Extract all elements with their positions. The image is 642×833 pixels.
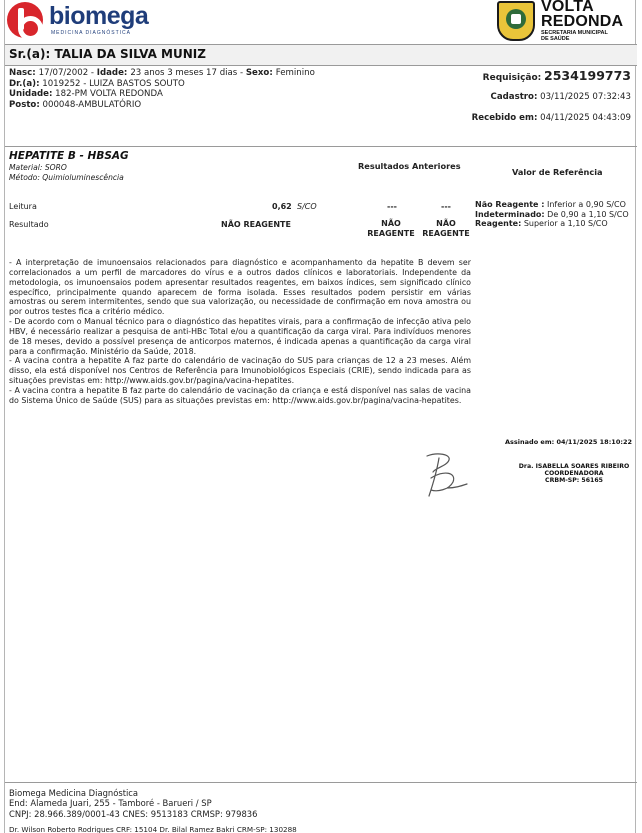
volta-redonda-logo — [497, 0, 635, 44]
idade-label: Idade — [96, 68, 124, 78]
unidade-line — [9, 89, 315, 100]
patient-divider — [5, 65, 637, 66]
leitura-value: 0,62 — [272, 202, 292, 211]
signatory — [510, 463, 638, 484]
exam-meta — [9, 163, 124, 182]
sexo-label: Sexo — [245, 68, 270, 78]
signatory-name: Dra. ISABELLA SOARES RIBEIRO — [518, 463, 630, 470]
footer — [9, 788, 257, 819]
ref-reagente-label: Reagente: — [475, 219, 522, 229]
note-paragraph: - A vacina contra a hepatite B faz parte do calendário de vacinação da criança e está disponível nas salas de vacina do Sistema Único de Saúde (SUS) para as situações previstas em: http://www.aids.gov.br/pagina/vacina-hepatites. — [9, 385, 471, 405]
volta-redonda-line1: VOLTA — [541, 0, 594, 15]
ref-nao-reagente-value: Inferior a 0,90 S/CO — [547, 200, 626, 209]
idade-value: 23 anos 3 meses 17 dias — [130, 68, 238, 78]
volta-redonda-title — [541, 0, 623, 29]
biomega-logo-subtitle: MEDICINA DIAGNÓSTICA — [51, 30, 132, 36]
recebido-line — [472, 113, 631, 123]
nasc-label: Nasc — [9, 68, 33, 78]
recebido-value: 04/11/2025 04:43:09 — [540, 113, 631, 123]
signatory-crbm: CRBM-SP: 56165 — [545, 477, 603, 484]
leitura-previous-1: --- — [387, 202, 397, 211]
note-paragraph: - De acordo com o Manual técnico para o diagnóstico das hepatites virais, para a confirmação de infecção ativa pelo HBV, é necessário realizar a pesquisa de anti-HBc Total e/ou a quantificação da carga viral. Para indivíduos menores de 18 meses, devido a possível presença de anticorpos maternos, é indicada apenas a quantificação da carga viral para a confirmação. Ministério da Saúde, 2018. — [9, 317, 471, 356]
nasc-value: 17/07/2002 — [38, 68, 89, 78]
footer-ids: CNPJ: 28.966.389/0001-43 CNES: 9513183 CRMSP: 979836 — [9, 808, 258, 819]
ref-indeterminado-label: Indeterminado: — [475, 209, 545, 219]
signatory-role: COORDENADORA — [544, 470, 604, 477]
signed-at: Assinado em: 04/11/2025 18:10:22 — [505, 438, 632, 446]
cadastro-line — [491, 92, 631, 102]
secretaria-line1: SECRETARIA MUNICIPAL — [541, 30, 608, 36]
footer-divider — [5, 782, 637, 783]
secretaria-subtitle — [541, 30, 608, 42]
note-paragraph: - A interpretação de imunoensaios relacionados para diagnóstico e acompanhamento da hepatite B devem ser correlacionados a um perfil de marcadores do vírus e a outros dados clínicos e laboratoriais. Independente da metodologia, os imunoensaios podem apresentar resultados reagentes, em baixos índices, sem significado clínico específico, principalmente quando aparecem de forma isolada. Esses resultados podem persistir em várias amostras ou serem intermitentes, sendo que sua valorização, ou necessidade de confirmação em nova amostra ou por outros testes fica a critério médico. — [9, 258, 471, 317]
doctor-value: 1019252 - LUIZA BASTOS SOUTO — [42, 78, 185, 89]
patient-name: Sr.(a): TALIA DA SILVA MUNIZ — [9, 47, 206, 61]
requisition-line — [483, 68, 631, 83]
unidade-value: 182-PM VOLTA REDONDA — [55, 89, 163, 99]
note-paragraph: - A vacina contra a hepatite A faz parte do calendário de vacinação do SUS para crianças de 12 a 23 meses. Além disso, ela está disponível nos Centros de Referência para Imunobiológicos Especiais (CRIE), sendo indicada para as situações previstas em: http://www.aids.gov.br/pagina/vacina-hepatites. — [9, 356, 471, 386]
material-value: SORO — [44, 163, 67, 172]
report-header — [5, 0, 637, 44]
reference-header: Valor de Referência — [512, 167, 603, 177]
material-label: Material: — [9, 163, 43, 172]
handwritten-signature-icon — [417, 448, 471, 500]
recebido-label: Recebido em: — [471, 113, 538, 123]
resultado-previous-2: NÃO REAGENTE — [422, 219, 470, 238]
unidade-label: Unidade: — [9, 89, 53, 99]
ref-indeterminado-value: De 0,90 a 1,10 S/CO — [547, 209, 629, 219]
ref-nao-reagente — [475, 200, 637, 210]
metodo-label: Método: — [9, 172, 40, 182]
volta-redonda-line2: REDONDA — [541, 13, 624, 30]
patient-birth-line: Nasc: 17/07/2002 - Idade: 23 anos 3 meses 17 dias - Sexo: Feminino — [9, 68, 315, 78]
material-line — [9, 163, 124, 173]
leitura-unit: S/CO — [297, 202, 317, 211]
requisition-number: 2534199773 — [544, 68, 631, 83]
footer-company: Biomega Medicina Diagnóstica — [9, 788, 139, 798]
footer-address: End: Alameda Juari, 255 - Tamboré - Barueri / SP — [9, 798, 212, 809]
report-page — [4, 0, 636, 833]
city-crest-icon — [497, 1, 535, 41]
cadastro-label: Cadastro: — [490, 92, 538, 102]
posto-value: 000048-AMBULATÓRIO — [42, 99, 142, 110]
biomega-logo — [7, 2, 147, 40]
resultado-label: Resultado — [9, 220, 49, 229]
cadastro-value: 03/11/2025 07:32:43 — [540, 92, 631, 102]
biomega-logo-text: biomega — [49, 2, 149, 30]
ref-reagente — [475, 219, 637, 229]
resultado-value: NÃO REAGENTE — [221, 220, 291, 229]
secretaria-line2: DE SAÚDE — [541, 36, 570, 42]
reference-values — [475, 200, 637, 229]
metodo-line — [9, 173, 124, 183]
metodo-value: Quimioluminescência — [42, 172, 124, 182]
biomega-logo-icon — [7, 2, 43, 38]
posto-line — [9, 100, 315, 111]
doctor-label: Dr.(a): — [9, 78, 40, 89]
exam-title: HEPATITE B - HBSAG — [9, 150, 129, 162]
posto-label: Posto: — [9, 99, 40, 110]
requisition-label: Requisição: — [482, 73, 542, 83]
leitura-previous-2: --- — [441, 202, 451, 211]
sexo-value: Feminino — [275, 68, 315, 78]
clinical-notes — [9, 258, 471, 406]
patient-name-bar — [5, 45, 637, 65]
ref-reagente-value: Superior a 1,10 S/CO — [523, 219, 608, 229]
ref-nao-reagente-label: Não Reagente : — [475, 200, 545, 209]
patient-details — [9, 68, 315, 110]
resultado-previous-1: NÃO REAGENTE — [367, 219, 415, 238]
previous-results-header: Resultados Anteriores — [358, 161, 461, 171]
footer-doctors: Dr. Wilson Roberto Rodrigues CRF: 15104 Dr. Bilal Ramez Bakri CRM-SP: 130288 — [9, 825, 297, 833]
leitura-label: Leitura — [9, 202, 37, 211]
doctor-line — [9, 79, 315, 90]
ref-indeterminado — [475, 210, 637, 220]
exam-divider — [5, 146, 637, 147]
